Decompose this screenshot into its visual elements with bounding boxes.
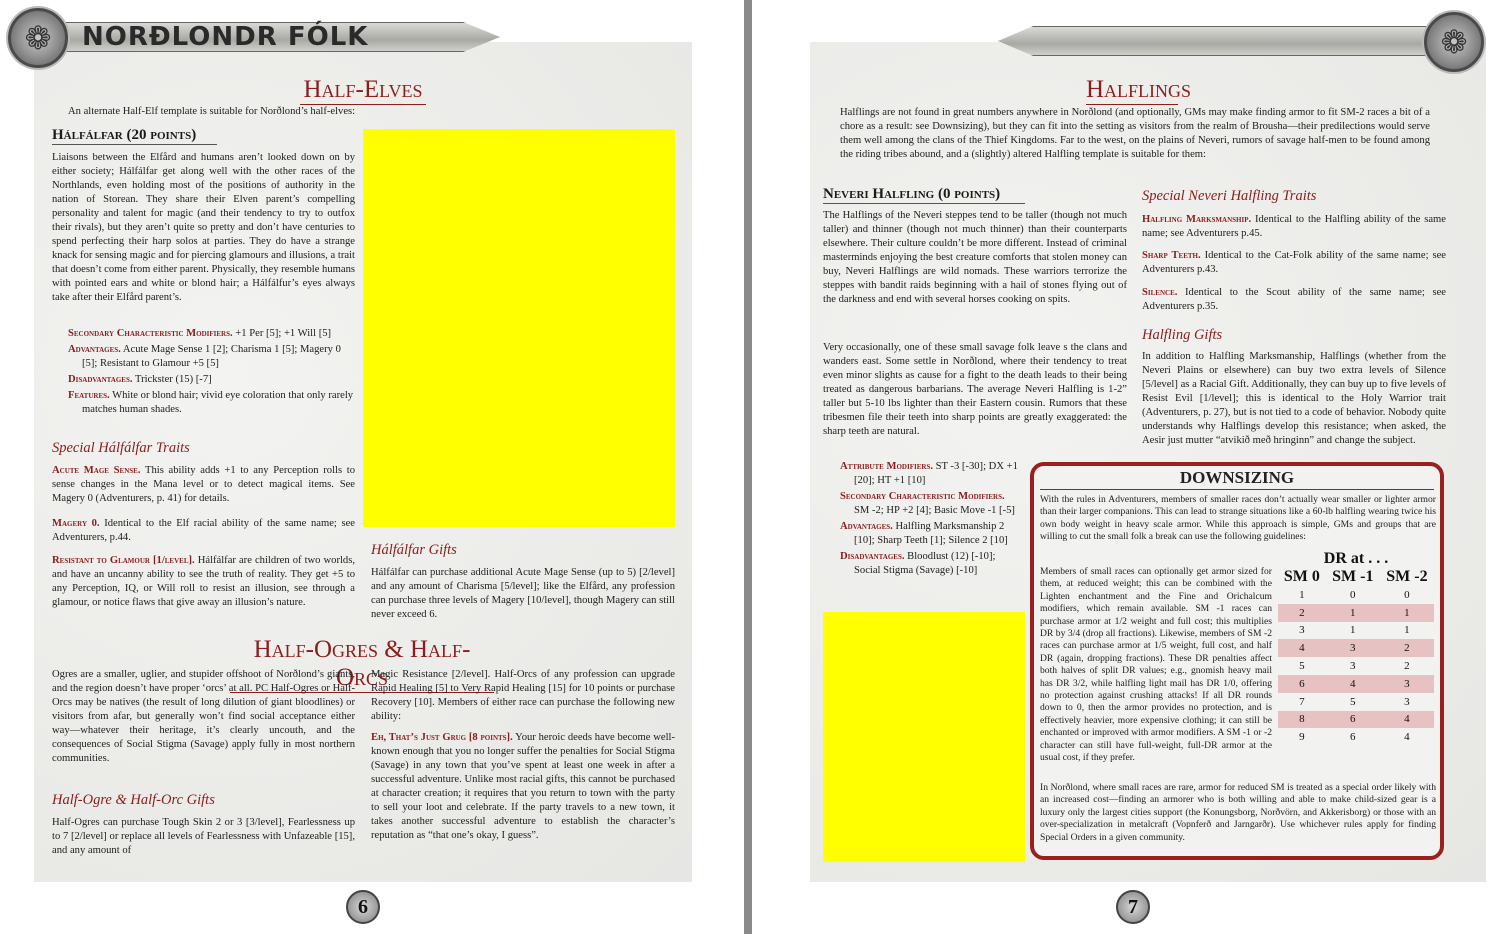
image-placeholder xyxy=(363,129,675,527)
halfling-gifts-text: In addition to Halfling Marksmanship, Halflings (whether from the Neveri Plains or elsewhere) can buy two extra levels of Silence [5/level] as a Racial Gift. Additionally, they can buy up to five levels of Resist Evil [1/level]; this is identical to the Holy Warrior trait (Adventurers, p. 27), but is not tied to a code of behavior. Nobody quite understands why Halflings develop this resistance; when asked, the Aesir just mutter “atvikið með hringinn” and change the subject. xyxy=(1142,351,1446,446)
dr-table-caption: DR at . . . xyxy=(1323,550,1389,567)
page-number: 7 xyxy=(1116,890,1150,924)
sidebar-divider xyxy=(1040,489,1434,490)
trait-resistant-glamour: Resistant to Glamour [1/level]. Hálfálfar are children of two worlds, and have an uncanny ability to see the truth of reality. They get +5 to any Perception, IQ, or Will roll to resist an illusion, see through a glamour, or notice flaws that give away an illusion’s nature. xyxy=(52,555,355,608)
dr-table-header: SM 0 xyxy=(1283,568,1320,585)
trait-sharp-teeth: Sharp Teeth. Identical to the Cat-Folk ability of the same name; see Adventurers p.43. xyxy=(1142,250,1446,275)
right-page xyxy=(752,0,1502,934)
neveri-stat-block xyxy=(840,460,1020,580)
neveri-traits-heading: Special Neveri Halfling Traits xyxy=(1142,188,1317,204)
table-row: 6 4 3 xyxy=(1278,675,1434,693)
stat-line: Disadvantages. Bloodlust (12) [-10]; Social Stigma (Savage) [-10] xyxy=(840,551,996,576)
page-number: 6 xyxy=(346,890,380,924)
grug-ability-text: Eh, That’s Just Grug [8 points]. Your heroic deeds have become well-known enough that you no longer suffer the penalties for Social Stigma (Savage) in any town that you’ve spent at least one week in after a successful adventure. Unlike most racial gifts, this cannot be purchased at character creation; it requires that you return to town with the party to sell your loot and celebrate. If the party travels to a new town, it takes another successful adventure to establish the character’s reputation as “that one’s okay, I guess”. xyxy=(371,732,675,841)
table-row: 7 5 3 xyxy=(1299,695,1410,708)
halfalfar-description: Liaisons between the Elfård and humans aren’t looked down on by either society; Hálfálfar get along well with the other races of the Northlands, even holding most of the positions of authority in the nation of Storean. They share their Elven parent’s compelling personality and talent for magic (and their tendency to try to outfox their rivals), but they aren’t quite so pretty and don’t have centuries to spend perfecting their harp solos at parties. They do have a strange knack for sensing magic and for piercing glamours and illusions, a trait that doesn’t come from either parent. Physically, they resemble humans with pointed ears and white or blond hair; a Hálfálfur’s eyes always take after their Elfård parent’s. xyxy=(52,152,356,303)
trait-magery: Magery 0. Identical to the Elf racial ability of the same name; see Adventurers, p.44. xyxy=(52,518,355,543)
stat-line: Attribute Modifiers. ST -3 [-30]; DX +1 [20]; HT +1 [10] xyxy=(840,461,1018,486)
halfalfar-stat-block xyxy=(68,327,355,419)
celtic-knot-icon xyxy=(8,8,68,68)
gifts-heading: Hálfálfar Gifts xyxy=(371,542,457,558)
page-gutter xyxy=(744,0,752,934)
subhead-neveri-halfling: Neveri Halfling (0 points) xyxy=(823,186,1025,204)
header-blade xyxy=(998,26,1438,56)
gifts-text: Hálfálfar can purchase additional Acute Mage Sense (up to 5) [2/level] and any amount of Charisma [5/level]; like the Elfård, any profession can purchase three levels of Magery [10/level], though Magery can still never exceed 6. xyxy=(371,567,675,620)
stat-line: Disadvantages. Trickster (15) [-7] xyxy=(68,374,212,385)
stat-line: Advantages. Acute Mage Sense 1 [2]; Charisma 1 [5]; Magery 0 [5]; Resistant to Glamour +5 [5] xyxy=(68,344,341,369)
section-title-half-elves: Half-Elves xyxy=(300,76,426,105)
sidebar-footer: In Norðlond, where small races are rare, armor for reduced SM is treated as a special order likely with an increased cost—finding an armorer who is both willing and able to make child-sized gear is a luxury only the largest cities support (the Konungsborg, Norðvörn, and Akkerisborg) or those with an over-specialization in metalcraft (Vopnferð and Jarngarðr). Use whichever rules apply for finding Special Orders in a given community. xyxy=(1040,782,1436,843)
half-ogre-gifts-text: Half-Ogres can purchase Tough Skin 2 or 3 [3/level], Fearlessness up to 7 [2/level] or replace all levels of Fearlessness with Unfazeable [15], and any amount of xyxy=(52,817,355,856)
sidebar-title: DOWNSIZING xyxy=(1179,468,1295,487)
table-row: 3 1 1 xyxy=(1299,624,1410,637)
table-row: 2 1 1 xyxy=(1278,604,1434,622)
stat-line: Features. White or blond hair; vivid eye coloration that only rarely matches human shades. xyxy=(68,390,354,415)
dr-table xyxy=(1278,550,1434,746)
trait-halfling-marksmanship: Halfling Marksmanship. Identical to the Halfling ability of the same name; see Adventurers p.45. xyxy=(1142,214,1446,239)
trait-acute-mage-sense: Acute Mage Sense. This ability adds +1 to any Perception rolls to sense changes in the Mana level or to detect magical items. See Magery 0 (Adventurers, p. 41) for details. xyxy=(52,465,356,504)
half-ogre-gifts-heading: Half-Ogre & Half-Orc Gifts xyxy=(52,792,215,808)
traits-heading: Special Hálfálfar Traits xyxy=(52,440,190,456)
left-page xyxy=(0,0,744,934)
stat-line: Advantages. Halfling Marksmanship 2 [10]; Sharp Teeth [1]; Silence 2 [10] xyxy=(840,521,1008,546)
subhead-halfalfar: Hálfálfar (20 points) xyxy=(52,127,217,145)
half-orc-magic-resistance-text: Magic Resistance [2/level]. Half-Orcs of any profession can upgrade Rapid Healing [5] to Very Rapid Healing [15] for 10 points or purchase Recovery [10]. Members of either race can purchase the following new ability: xyxy=(371,669,675,722)
half-ogre-description: Ogres are a smaller, uglier, and stupider offshoot of Norðlond’s giants, and the region doesn’t have proper ‘orcs’ at all. PC Half-Ogres or Half-Orcs may be natives (the result of long dilution of giant bloodlines) or visitors from afar, but generally won’t find social acceptance either way—whatever their heritage, it’s clearly uncouth, and the consequences of Social Stigma (Savage) apply fully in most northern communities. xyxy=(52,669,355,764)
sidebar-intro: With the rules in Adventurers, members of smaller races don’t actually wear smaller or lighter armor than their larger companions. This can lead to strange situations like a 60-lb halfling wearing twice his own body weight in heavy scale armor. While this approach is simple, GMs and groups that are willing to cut the small folk a break can use the following guidelines: xyxy=(1040,494,1436,543)
neveri-description-2: Very occasionally, one of these small savage folk leave s the clans and wanders east. Some settle in Norðlond, where their tendency to treat even minor slights as cause for a fight to the death leads to their being treated as dangerous barbarians. The average Neveri Halfling is 1-2” taller but 5-10 lbs lighter than their Eastern cousin. Rumors that these tribesmen file their teeth into sharp points are greatly exaggerated: the sharp teeth are natural. xyxy=(823,342,1127,437)
section-title-half-ogres: Half-Ogres & Half-Orcs xyxy=(230,636,494,693)
halflings-intro: Halflings are not found in great numbers anywhere in Norðlond (and optionally, GMs may make finding armor to fit SM-2 races a bit of a chore as a result: see Downsizing), but they can fit into the setting as visitors from the realm of Brousha—their predilections would serve them well among the clans of the Thief Kingdoms. Far to the west, on the plains of Neveri, rumors of savage half-men to be found among the riding tribes abound, and a (slightly) altered Halfling template is suitable for them: xyxy=(840,107,1430,160)
chapter-title: NORÐLONDR FÓLK xyxy=(82,22,369,52)
trait-silence: Silence. Identical to the Scout ability of the same name; see Adventurers p.35. xyxy=(1142,287,1446,312)
stat-line: Secondary Characteristic Modifiers. SM -2; HP +2 [4]; Basic Move -1 [-5] xyxy=(840,491,1015,516)
dr-table-header: SM -2 xyxy=(1386,568,1428,585)
neveri-description-1: The Halflings of the Neveri steppes tend to be taller (though not much taller) and thinner (though not much thinner) than their counterparts elsewhere. Their culture couldn’t be more different. Instead of criminal masterminds enjoying the best creature comforts that stolen money can buy, Neveri Halflings are wild nomads. These warriors terrorize the steppes with bandit raids beginning with a hail of stones flying out of the darkness and end with several horses cooking on spits. xyxy=(823,210,1127,305)
celtic-knot-icon xyxy=(1424,12,1484,72)
image-placeholder xyxy=(823,612,1025,862)
table-row: 4 3 2 xyxy=(1278,639,1434,657)
dr-table-header: SM -1 xyxy=(1332,568,1374,585)
section-title-halflings: Halflings xyxy=(1086,76,1192,103)
table-row: 9 6 4 xyxy=(1299,731,1410,744)
table-row: 8 6 4 xyxy=(1278,711,1434,729)
stat-line: Secondary Characteristic Modifiers. +1 Per [5]; +1 Will [5] xyxy=(68,328,332,339)
table-row: 5 3 2 xyxy=(1299,660,1410,673)
downsizing-sidebar xyxy=(1030,462,1444,860)
sidebar-body: Members of small races can optionally get armor sized for them, at reduced weight; this can be combined with the Lighten enchantment and the Fine and Orichalcum modifiers, which remain available. SM -1 races can purchase armor at 1/2 weight and full cost; this multiplies DR by 3/4 (drop all fractions). Likewise, members of SM -2 races can purchase armor at 1/5 weight, full cost, and half DR (again, dropping fractions). These DR penalties affect both halves of split DR values; e.g., gnomish heavy mail has DR 3/2, while halfling light mail has DR 1/0, offering no protection against crushing attacks! If all DR rounds down to 0, then the armor provides no protection, and is effectively heavier, more expensive clothing; it can still be enchanted or improved with armor modifiers. A SM -1 or -2 character can still have full-weight, full-DR armor at the usual cost, if they prefer. xyxy=(1040,566,1272,764)
table-row: 1 0 0 xyxy=(1299,588,1410,601)
halfling-gifts-heading: Halfling Gifts xyxy=(1142,327,1223,343)
intro-text: An alternate Half-Elf template is suitable for Norðlond’s half-elves: xyxy=(68,106,356,117)
